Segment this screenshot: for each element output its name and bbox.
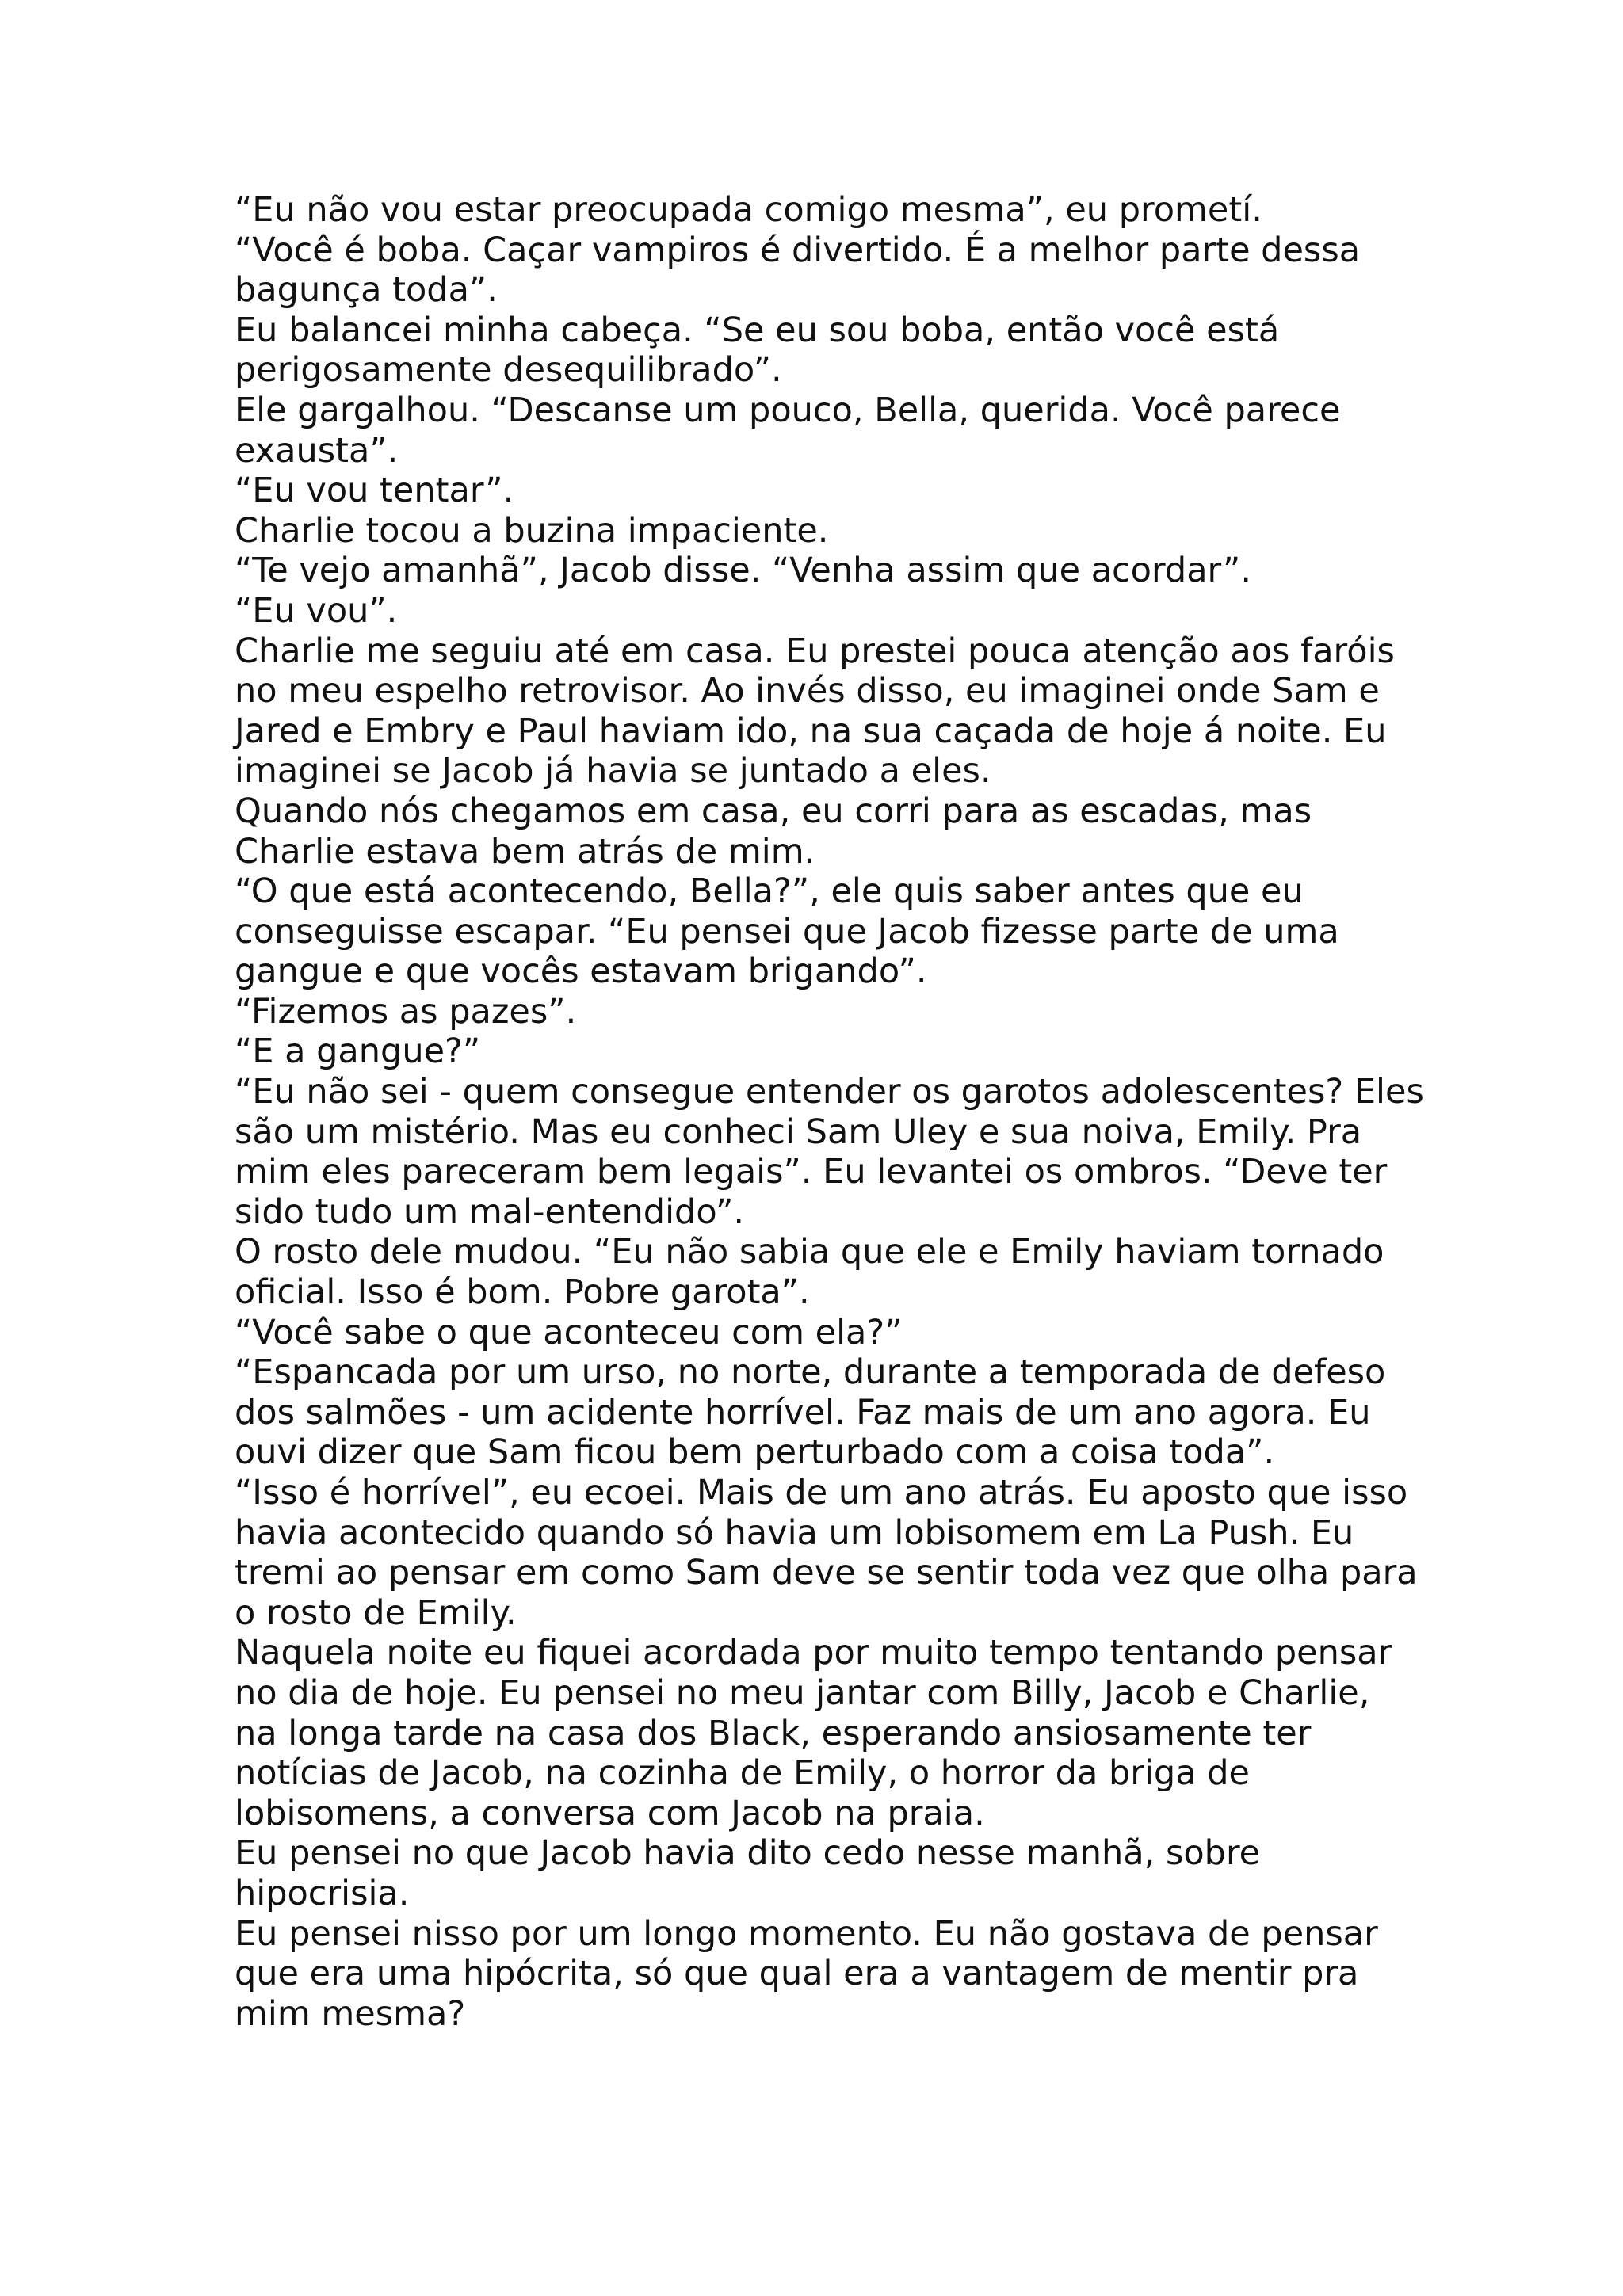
- text-line: Eu pensei nisso por um longo momento. Eu não gostava de pensar: [235, 1913, 1378, 1954]
- text-line: “Eu não vou estar preocupada comigo mesma”, eu prometí.: [235, 190, 1262, 230]
- text-line: Charlie estava bem atrás de mim.: [235, 831, 815, 871]
- text-line: havia acontecido quando só havia um lobisomem em La Push. Eu: [235, 1512, 1354, 1553]
- text-line: o rosto de Emily.: [235, 1592, 517, 1633]
- text-line: Charlie tocou a buzina impaciente.: [235, 510, 829, 551]
- text-line: “Eu vou tentar”.: [235, 471, 514, 511]
- text-line: sido tudo um mal-entendido”.: [235, 1192, 745, 1232]
- text-line: tremi ao pensar em como Sam deve se sentir toda vez que olha para: [235, 1553, 1418, 1593]
- text-line: ouvi dizer que Sam ficou bem perturbado com a coisa toda”.: [235, 1432, 1275, 1473]
- text-line: “Eu não sei - quem consegue entender os garotos adolescentes? Eles: [235, 1072, 1424, 1112]
- text-line: no dia de hoje. Eu pensei no meu jantar com Billy, Jacob e Charlie,: [235, 1672, 1370, 1713]
- text-line: Quando nós chegamos em casa, eu corri para as escadas, mas: [235, 791, 1312, 831]
- text-line: “Isso é horrível”, eu ecoei. Mais de um ano atrás. Eu aposto que isso: [235, 1473, 1408, 1512]
- text-line: “Você é boba. Caçar vampiros é divertido. É a melhor parte dessa: [235, 230, 1361, 270]
- text-line: conseguisse escapar. “Eu pensei que Jacob fizesse parte de uma: [235, 911, 1339, 952]
- body-text: [235, 190, 1423, 2034]
- text-line: exausta”.: [235, 430, 399, 471]
- text-line: no meu espelho retrovisor. Ao invés disso, eu imaginei onde Sam e: [235, 671, 1380, 711]
- text-line: “Eu vou”.: [235, 590, 398, 631]
- text-line: “Te vejo amanhã”, Jacob disse. “Venha assim que acordar”.: [235, 551, 1251, 591]
- text-line: “Você sabe o que aconteceu com ela?”: [235, 1312, 903, 1352]
- text-line: Eu balancei minha cabeça. “Se eu sou boba, então você está: [235, 310, 1280, 350]
- text-line: bagunça toda”.: [235, 270, 498, 311]
- text-line: Jared e Embry e Paul haviam ido, na sua caçada de hoje á noite. Eu: [235, 711, 1387, 751]
- text-line: que era uma hipócrita, só que qual era a vantagem de mentir pra: [235, 1954, 1359, 1994]
- text-line: dos salmões - um acidente horrível. Faz mais de um ano agora. Eu: [235, 1392, 1371, 1432]
- text-line: gangue e que vocês estavam brigando”.: [235, 952, 927, 992]
- text-line: “E a gangue?”: [235, 1032, 481, 1072]
- text-line: “O que está acontecendo, Bella?”, ele quis saber antes que eu: [235, 871, 1304, 912]
- text-line: “Fizemos as pazes”.: [235, 991, 577, 1032]
- text-line: hipocrisia.: [235, 1873, 410, 1913]
- text-line: oficial. Isso é bom. Pobre garota”.: [235, 1272, 810, 1313]
- text-line: Charlie me seguiu até em casa. Eu prestei pouca atenção aos faróis: [235, 631, 1395, 671]
- text-line: Eu pensei no que Jacob havia dito cedo nesse manhã, sobre: [235, 1833, 1261, 1874]
- text-line: Ele gargalhou. “Descanse um pouco, Bella, querida. Você parece: [235, 390, 1341, 430]
- text-line: são um mistério. Mas eu conheci Sam Uley e sua noiva, Emily. Pra: [235, 1112, 1362, 1152]
- text-line: notícias de Jacob, na cozinha de Emily, o horror da briga de: [235, 1753, 1250, 1794]
- text-line: na longa tarde na casa dos Black, esperando ansiosamente ter: [235, 1713, 1312, 1753]
- text-line: mim mesma?: [235, 1993, 466, 2034]
- text-line: Naquela noite eu fiquei acordada por muito tempo tentando pensar: [235, 1633, 1392, 1673]
- text-line: lobisomens, a conversa com Jacob na praia.: [235, 1793, 985, 1833]
- text-line: O rosto dele mudou. “Eu não sabia que ele e Emily haviam tornado: [235, 1232, 1384, 1272]
- text-line: imaginei se Jacob já havia se juntado a eles.: [235, 751, 991, 791]
- text-line: perigosamente desequilibrado”.: [235, 350, 782, 391]
- text-line: mim eles pareceram bem legais”. Eu levantei os ombros. “Deve ter: [235, 1152, 1388, 1192]
- text-line: “Espancada por um urso, no norte, durante a temporada de defeso: [235, 1352, 1386, 1393]
